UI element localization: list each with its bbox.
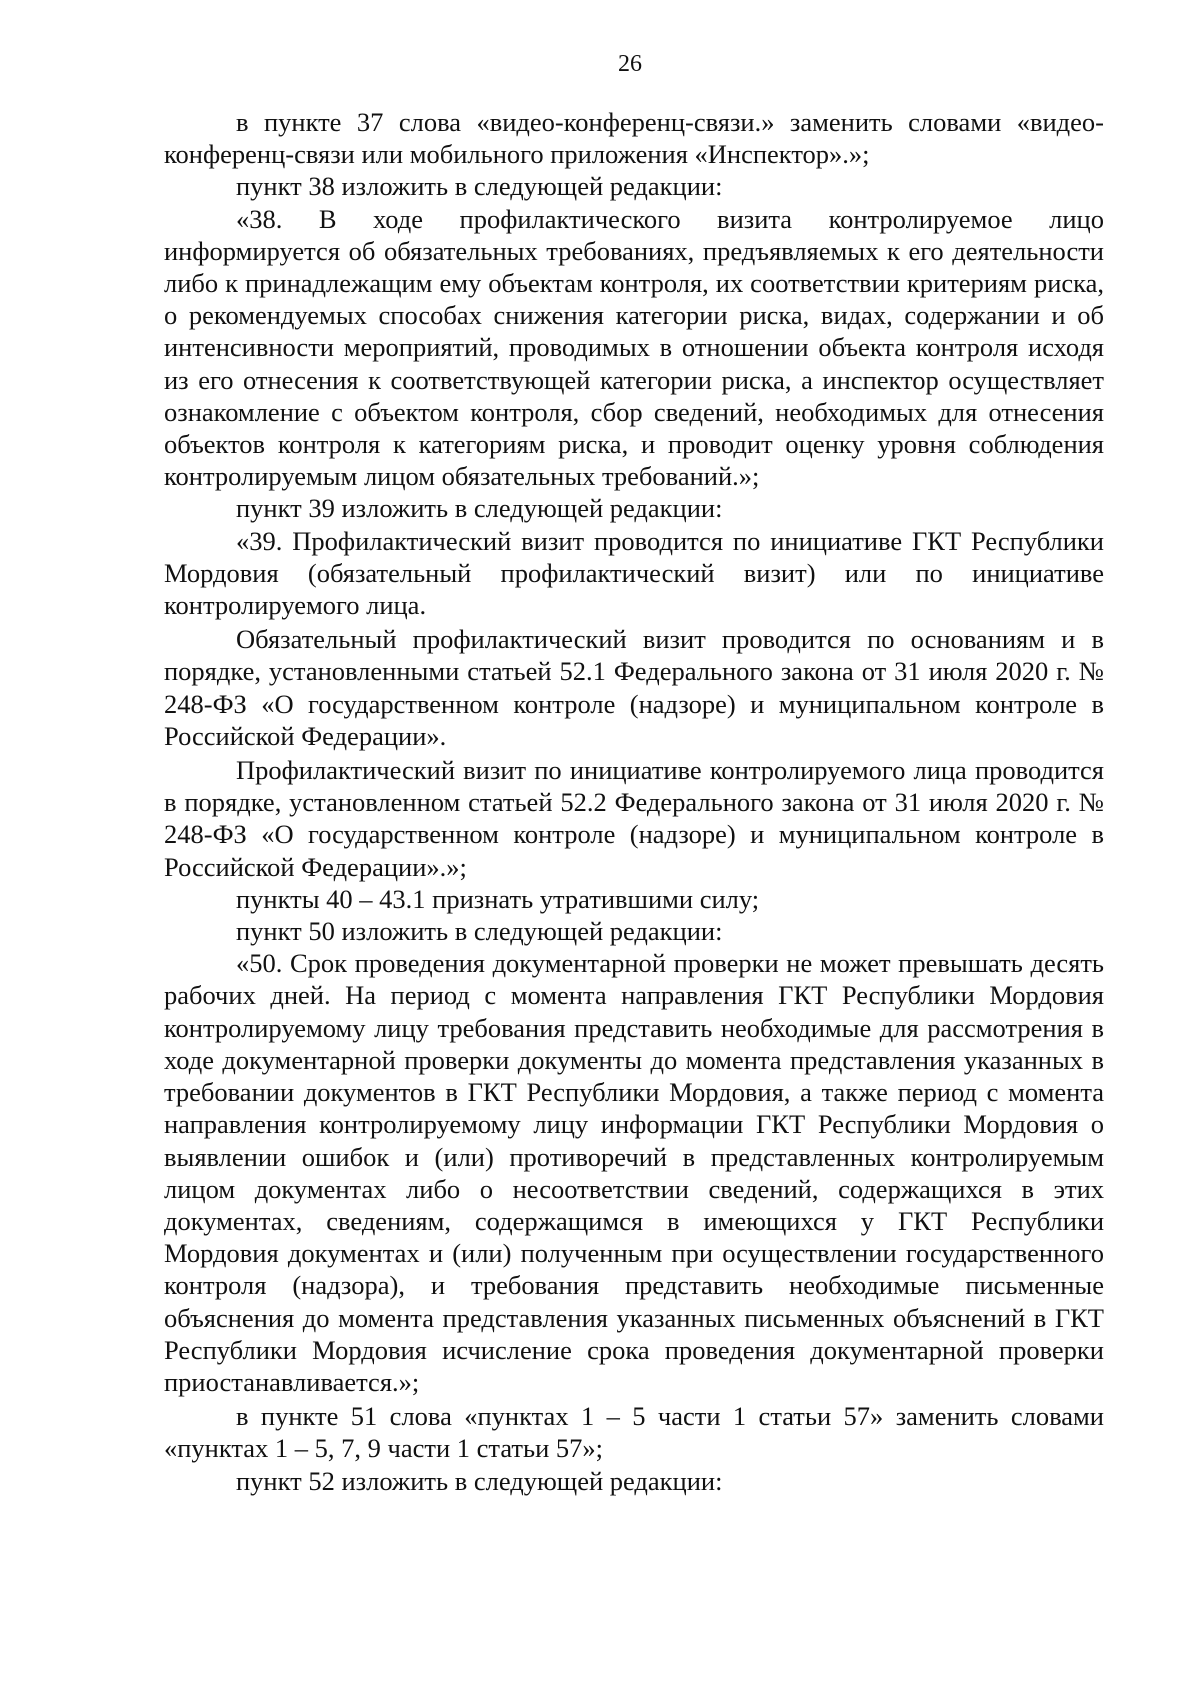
paragraph-12: пункт 52 изложить в следующей редакции: [236,1465,723,1496]
paragraph-3: «38. В ходе профилактического визита контролируемое лицо информируется об обязательных требованиях, предъявляемых к его деятельности либо к принадлежащим ему объектам контроля, их соответствии критериям риска, о рекомендуемых способах снижения категории риска, видах, содержании и об интенсивности мероприятий, проводимых в отношении объекта контроля исходя из его отнесения к соответствующей категории риска, а инспектор осуществляет ознакомление с объектом контроля, сбор сведений, необходимых для отнесения объектов контроля к категориям риска, и проводит оценку уровня соблюдения контролируемым лицом обязательных требований.»; [164,203,1104,492]
paragraph-8: пункты 40 – 43.1 признать утратившими силу; [236,883,760,914]
document-body [164,106,1104,1497]
paragraph-7: Профилактический визит по инициативе контролируемого лица проводится в порядке, установленном статьей 52.2 Федерального закона от 31 июля 2020 г. № 248-ФЗ «О государственном контроле (надзоре) и муниципальном контроле в Российской Федерации».»; [164,755,1104,882]
paragraph-10: «50. Срок проведения документарной проверки не может превышать десять рабочих дней. На период с момента направления ГКТ Республики Мордовия контролируемому лицу требования представить необходимые для рассмотрения в ходе документарной проверки документы до момента представления указанных в требовании документов в ГКТ Республики Мордовия, а также период с момента направления контролируемому лицу информации ГКТ Республики Мордовия о выявлении ошибок и (или) противоречий в представленных контролируемым лицом документах либо о несоответствии сведений, содержащихся в этих документах, сведениям, содержащимся в имеющихся у ГКТ Республики Мордовия документах и (или) полученным при осуществлении государственного контроля (надзора), и требования представить необходимые письменные объяснения до момента представления указанных письменных объяснений в ГКТ Республики Мордовия исчисление срока проведения документарной проверки приостанавливается.»; [164,948,1104,1397]
paragraph-9: пункт 50 изложить в следующей редакции: [236,916,723,947]
paragraph-11: в пункте 51 слова «пунктах 1 – 5 части 1 статьи 57» заменить словами «пунктах 1 – 5, 7, 9 части 1 статьи 57»; [164,1401,1104,1464]
paragraph-5: «39. Профилактический визит проводится по инициативе ГКТ Республики Мордовия (обязательный профилактический визит) или по инициативе контролируемого лица. [164,525,1104,621]
paragraph-2: пункт 38 изложить в следующей редакции: [236,171,723,202]
paragraph-1: в пункте 37 слова «видео-конференц-связи.» заменить словами «видео-конференц-связи или мобильного приложения «Инспектор».»; [164,107,1104,170]
paragraph-6: Обязательный профилактический визит проводится по основаниям и в порядке, установленными статьей 52.1 Федерального закона от 31 июля 2020 г. № 248-ФЗ «О государственном контроле (надзоре) и муниципальном контроле в Российской Федерации». [164,624,1104,751]
page-number: 26 [618,51,642,77]
paragraph-4: пункт 39 изложить в следующей редакции: [236,493,723,524]
